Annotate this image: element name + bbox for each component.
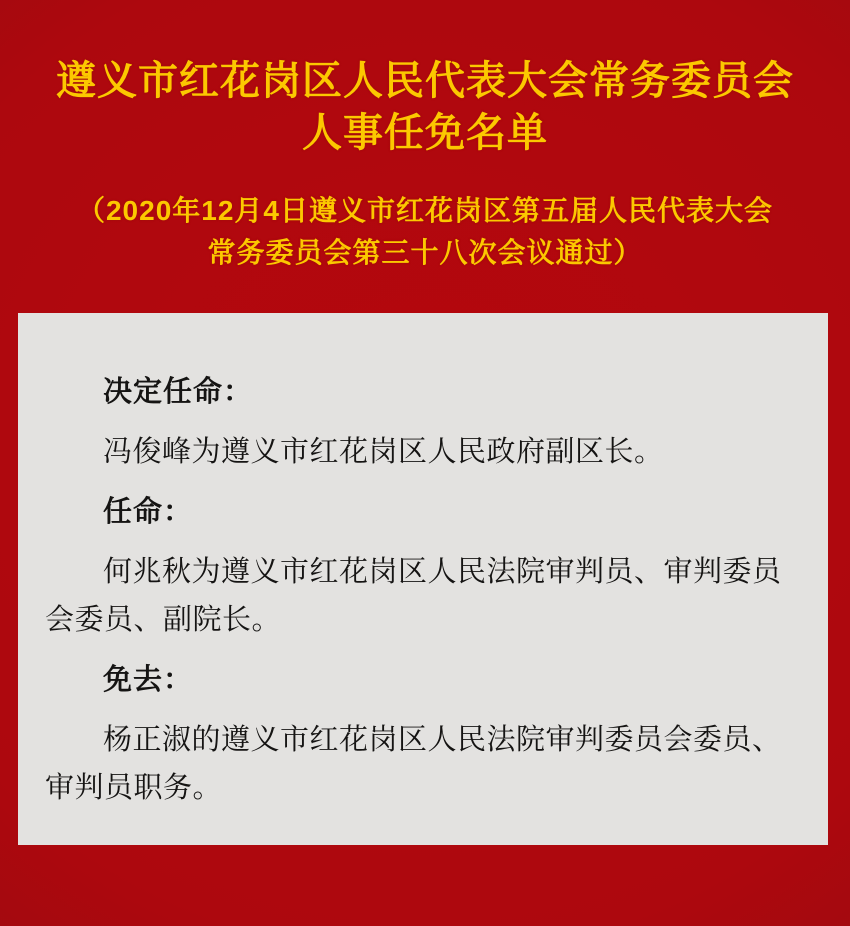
title-line-1: 遵义市红花岗区人民代表大会常务委员会 [56,59,794,103]
title-line-2: 人事任免名单 [302,111,548,155]
section-heading: 决定任命： [103,376,254,408]
section-remove [45,656,792,812]
body-line: 何兆秋为遵义市红花岗区人民法院审判员、审判委员 [103,556,782,588]
section-heading: 免去： [103,664,194,696]
poster-header [0,0,850,274]
section-decide-appoint [45,368,792,476]
subtitle-line-1: （2020年12月4日遵义市红花岗区第五届人民代表大会 [76,195,773,226]
section-body [45,428,792,476]
section-body [45,716,792,812]
body-line: 杨正淑的遵义市红花岗区人民法院审判委员会委员、 [103,724,782,756]
poster-title [0,55,850,159]
section-appoint [45,488,792,644]
subtitle-line-2: 常务委员会第三十八次会议通过） [207,237,643,268]
section-heading: 任命： [103,496,194,528]
body-line: 会委员、副院长。 [45,604,282,636]
poster-subtitle [0,190,850,274]
announcement-card [18,313,828,845]
section-body [45,548,792,644]
body-line: 冯俊峰为遵义市红花岗区人民政府副区长。 [103,436,664,468]
body-line: 审判员职务。 [45,772,223,804]
